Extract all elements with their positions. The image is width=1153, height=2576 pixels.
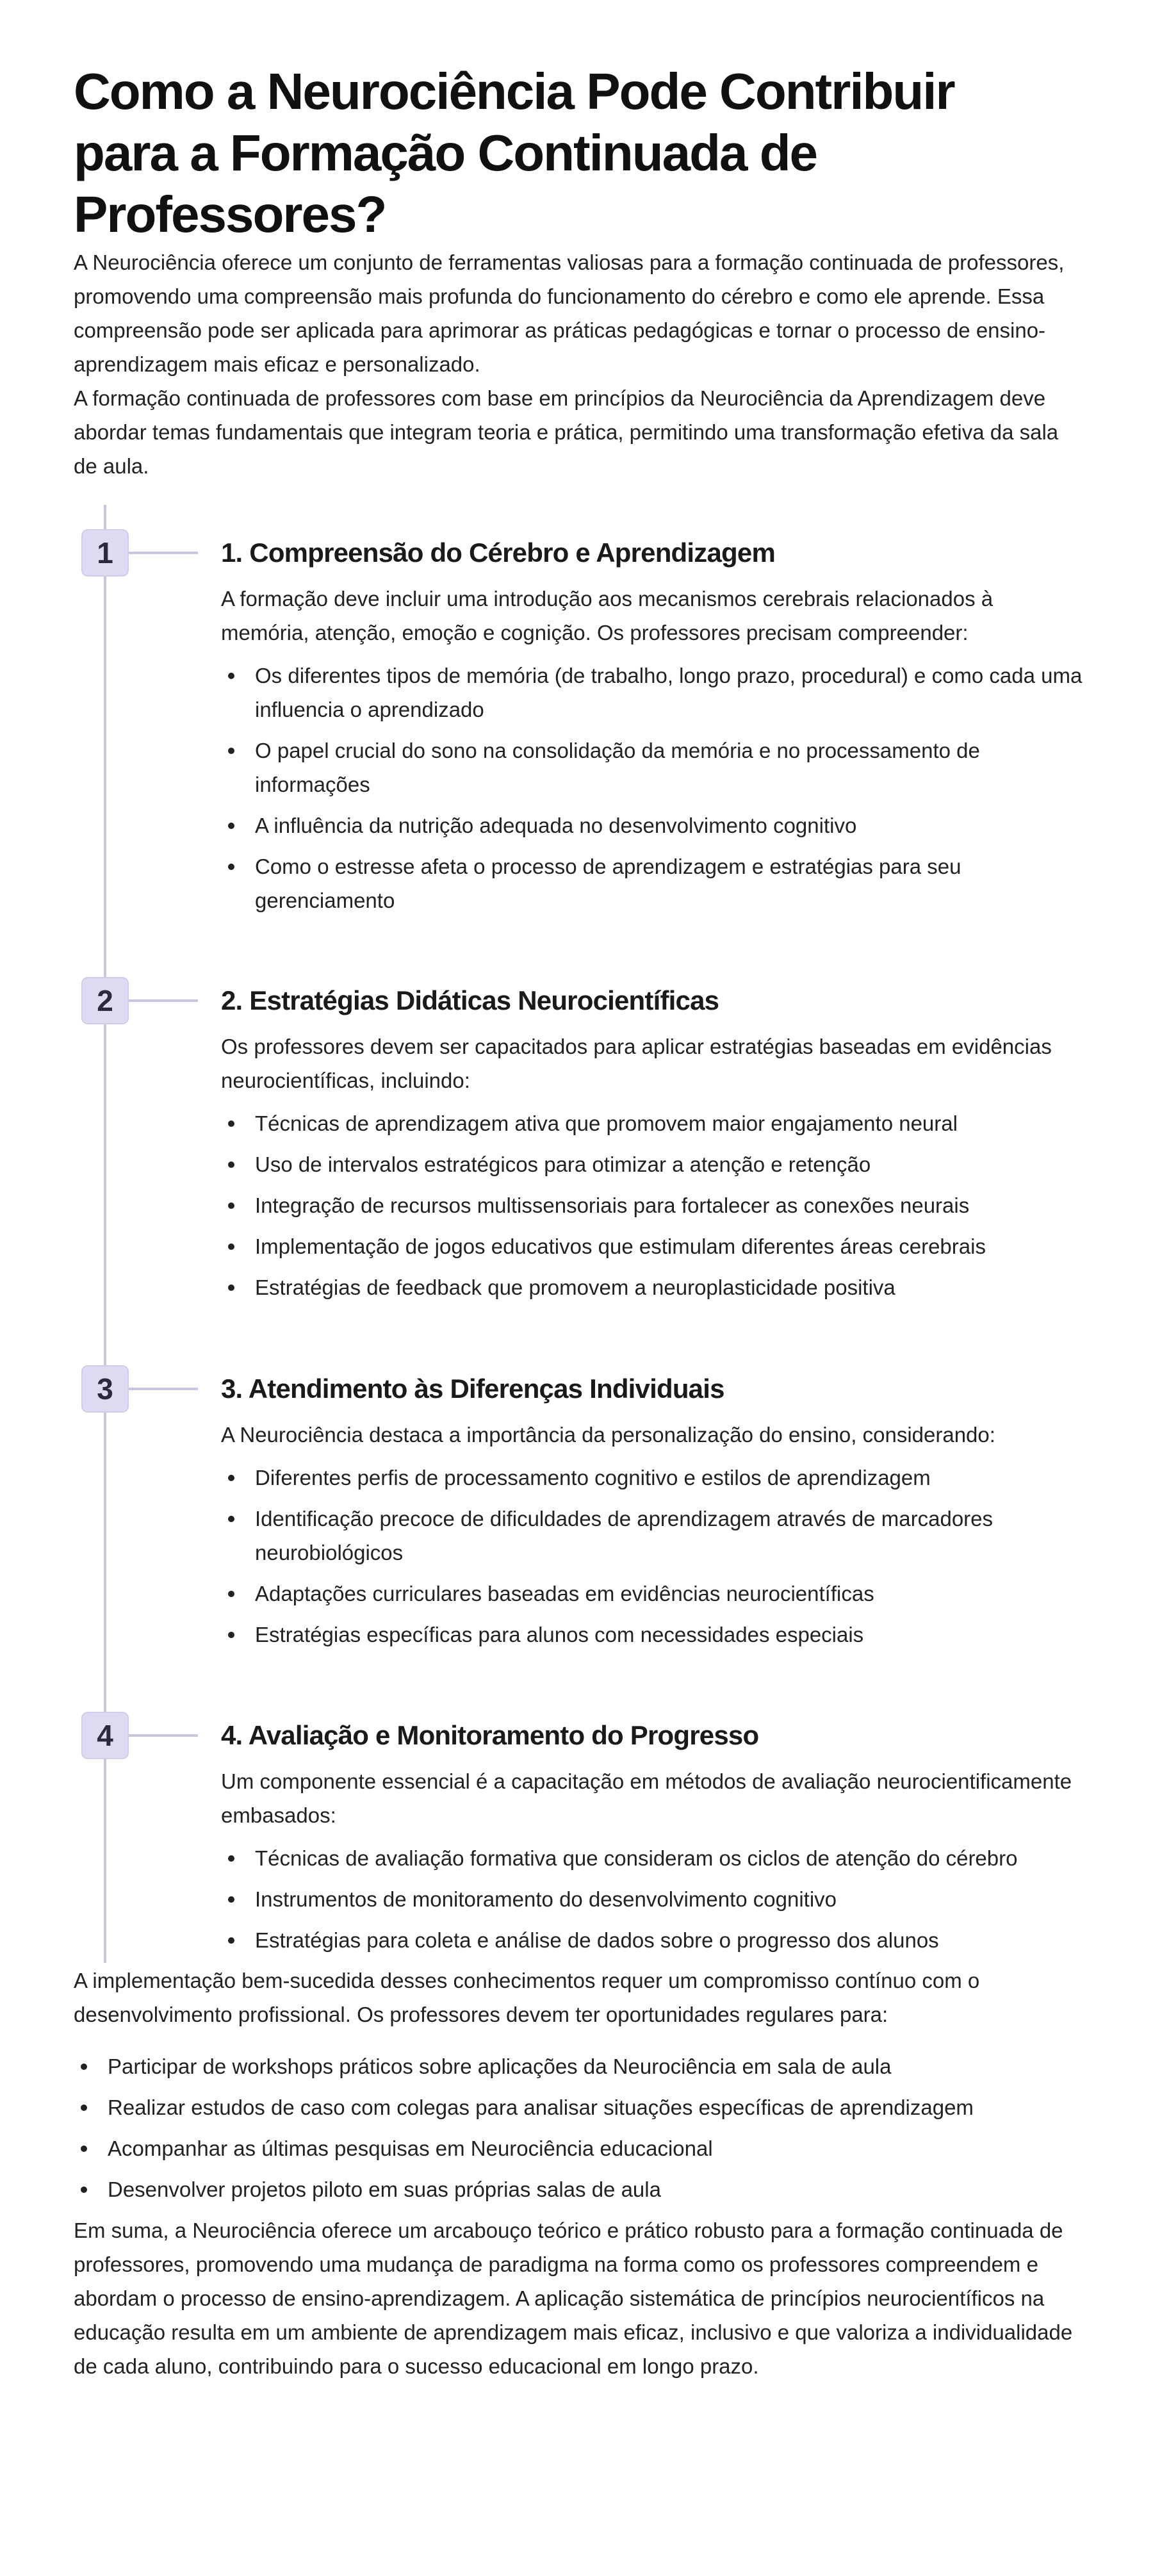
step-connector	[129, 1388, 198, 1390]
step-bullet-list	[221, 659, 1086, 917]
step-description: A Neurociência destaca a importância da personalização do ensino, considerando:	[221, 1423, 995, 1447]
list-item: Adaptações curriculares baseadas em evidências neurocientíficas	[255, 1577, 1086, 1611]
list-item: Estratégias específicas para alunos com necessidades especiais	[255, 1618, 1086, 1652]
page-title: Como a Neurociência Pode Contribuir para a Formação Continuada de Professores?	[74, 63, 954, 243]
step-description: Um componente essencial é a capacitação em métodos de avaliação neurocientificamente embasados:	[221, 1769, 1072, 1827]
step-title: 2. Estratégias Didáticas Neurocientíficas	[221, 985, 719, 1015]
step-connector	[129, 1734, 198, 1737]
outro-bullet-list	[74, 2049, 1088, 2206]
list-item: Estratégias para coleta e análise de dados sobre o progresso dos alunos	[255, 1923, 1086, 1957]
step-number-badge: 1	[81, 529, 129, 577]
step-connector	[129, 999, 198, 1002]
list-item: Desenvolver projetos piloto em suas próprias salas de aula	[108, 2172, 1088, 2206]
list-item: Como o estresse afeta o processo de aprendizagem e estratégias para seu gerenciamento	[255, 849, 1086, 917]
list-item: Instrumentos de monitoramento do desenvolvimento cognitivo	[255, 1882, 1086, 1916]
list-item: Participar de workshops práticos sobre aplicações da Neurociência em sala de aula	[108, 2049, 1088, 2083]
step-title: 3. Atendimento às Diferenças Individuais	[221, 1374, 724, 1404]
step-content	[221, 1712, 1086, 1964]
step-content	[221, 977, 1086, 1311]
conclusion-paragraph: Em suma, a Neurociência oferece um arcabouço teórico e prático robusto para a formação continuada de professores, promovendo uma mudança de paradigma na forma como os professores compreendem e abordam o processo de ensino-aprendizagem. A aplicação sistemática de princípios neurocientíficos na educação resulta em um ambiente de aprendizagem mais eficaz, inclusivo e que valoriza a individualidade de cada aluno, contribuindo para o sucesso educacional em longo prazo.	[74, 2219, 1073, 2378]
list-item: Realizar estudos de caso com colegas para analisar situações específicas de aprendizagem	[108, 2090, 1088, 2124]
list-item: Implementação de jogos educativos que estimulam diferentes áreas cerebrais	[255, 1229, 1086, 1263]
step-bullet-list	[221, 1461, 1086, 1652]
step-bullet-list	[221, 1106, 1086, 1304]
step-number-badge: 2	[81, 977, 129, 1024]
intro-paragraph: A Neurociência oferece um conjunto de ferramentas valiosas para a formação continuada de professores, promovendo uma compreensão mais profunda do funcionamento do cérebro e como ele aprende. Essa compreensão pode ser aplicada para aprimorar as práticas pedagógicas e tornar o processo de ensino-aprendizagem mais eficaz e personalizado.	[74, 250, 1065, 376]
list-item: Integração de recursos multissensoriais para fortalecer as conexões neurais	[255, 1188, 1086, 1222]
step-connector	[129, 552, 198, 554]
step-title: 4. Avaliação e Monitoramento do Progresso	[221, 1720, 759, 1750]
step-title: 1. Compreensão do Cérebro e Aprendizagem	[221, 537, 775, 568]
step-content	[221, 529, 1086, 924]
step-number-badge: 3	[81, 1365, 129, 1413]
step-content	[221, 1365, 1086, 1659]
intro-paragraph: A formação continuada de professores com base em princípios da Neurociência da Aprendizagem deve abordar temas fundamentais que integram teoria e prática, permitindo uma transformação efetiva da sala de aula.	[74, 386, 1059, 478]
list-item: Diferentes perfis de processamento cognitivo e estilos de aprendizagem	[255, 1461, 1086, 1495]
list-item: Estratégias de feedback que promovem a neuroplasticidade positiva	[255, 1270, 1086, 1304]
list-item: Os diferentes tipos de memória (de trabalho, longo prazo, procedural) e como cada uma influencia o aprendizado	[255, 659, 1086, 726]
step-description: A formação deve incluir uma introdução aos mecanismos cerebrais relacionados à memória, atenção, emoção e cognição. Os professores precisam compreender:	[221, 587, 994, 644]
step-bullet-list	[221, 1841, 1086, 1957]
list-item: Uso de intervalos estratégicos para otimizar a atenção e retenção	[255, 1147, 1086, 1181]
timeline	[74, 505, 1083, 1964]
step-number-badge: 4	[81, 1712, 129, 1759]
list-item: Identificação precoce de dificuldades de aprendizagem através de marcadores neurobiológicos	[255, 1502, 1086, 1570]
list-item: Técnicas de avaliação formativa que consideram os ciclos de atenção do cérebro	[255, 1841, 1086, 1875]
list-item: Técnicas de aprendizagem ativa que promovem maior engajamento neural	[255, 1106, 1086, 1140]
outro-paragraph: A implementação bem-sucedida desses conhecimentos requer um compromisso contínuo com o desenvolvimento profissional. Os professores devem ter oportunidades regulares para:	[74, 1969, 980, 2026]
list-item: O papel crucial do sono na consolidação da memória e no processamento de informações	[255, 734, 1086, 801]
list-item: Acompanhar as últimas pesquisas em Neurociência educacional	[108, 2131, 1088, 2165]
list-item: A influência da nutrição adequada no desenvolvimento cognitivo	[255, 808, 1086, 842]
step-description: Os professores devem ser capacitados para aplicar estratégias baseadas em evidências neurocientíficas, incluindo:	[221, 1035, 1052, 1092]
